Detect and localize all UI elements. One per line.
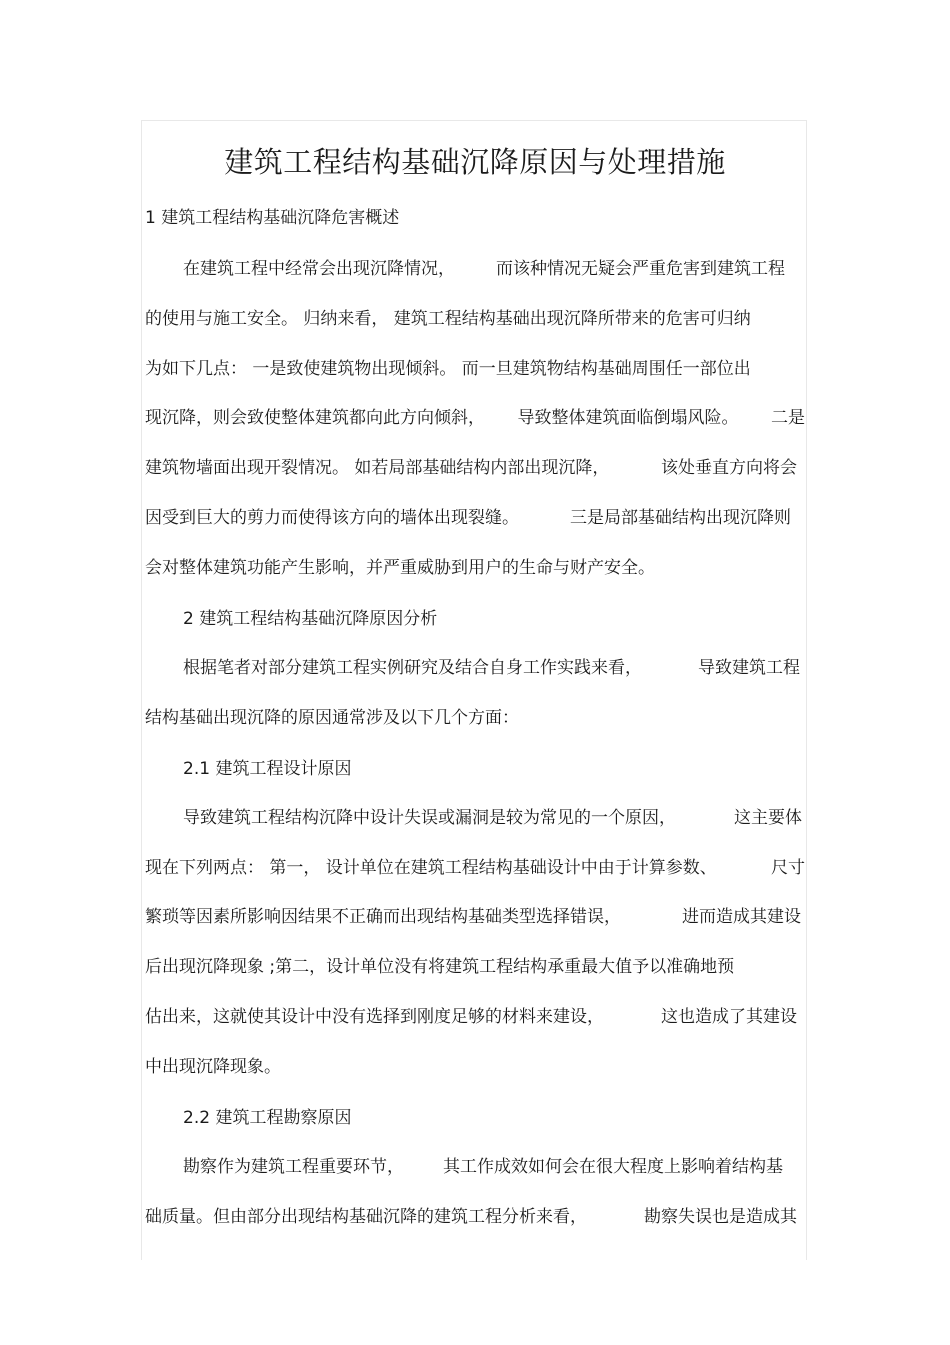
paragraph-line: [145, 856, 805, 880]
paragraph-line: 后出现沉降现象 ;第二，设计单位没有将建筑工程结构承重最大值予以准确地预: [145, 957, 735, 977]
paragraph-line: 的使用与施工安全。 归纳来看， 建筑工程结构基础出现沉降所带来的危害可归纳: [145, 309, 751, 329]
paragraph-line: [183, 656, 800, 680]
text-segment: 这也造成了其建设: [661, 1007, 797, 1027]
text-segment: 导致建筑工程结构沉降中设计失误或漏洞是较为常见的一个原因，: [183, 808, 676, 828]
paragraph-line: [145, 1205, 797, 1229]
paragraph-line: [145, 905, 801, 929]
section-heading-2: 2 建筑工程结构基础沉降原因分析: [183, 609, 438, 629]
subsection-heading-2-1: 2.1 建筑工程设计原因: [183, 759, 352, 779]
page-frame: [141, 120, 807, 1260]
paragraph-line: [183, 257, 785, 281]
text-segment: 现在下列两点： 第一， 设计单位在建筑工程结构基础设计中由于计算参数、: [145, 858, 717, 878]
text-segment: 二是: [771, 408, 805, 428]
text-segment: 现沉降，则会致使整体建筑都向此方向倾斜，: [145, 408, 485, 428]
text-segment: 三是局部基础结构出现沉降则: [570, 508, 791, 528]
text-segment: 该处垂直方向将会: [661, 458, 797, 478]
subsection-heading-2-2: 2.2 建筑工程勘察原因: [183, 1108, 352, 1128]
text-segment: 勘察作为建筑工程重要环节，: [183, 1157, 404, 1177]
text-segment: 因受到巨大的剪力而使得该方向的墙体出现裂缝。: [145, 508, 519, 528]
paragraph-line: [145, 506, 791, 530]
text-segment: 这主要体: [734, 808, 802, 828]
text-segment: 导致建筑工程: [698, 658, 800, 678]
paragraph-line: 为如下几点： 一是致使建筑物出现倾斜。 而一旦建筑物结构基础周围任一部位出: [145, 359, 751, 379]
paragraph-line: [145, 406, 805, 430]
text-segment: 尺寸: [771, 858, 805, 878]
paragraph-line: 结构基础出现沉降的原因通常涉及以下几个方面：: [145, 708, 519, 728]
text-segment: 根据笔者对部分建筑工程实例研究及结合自身工作实践来看，: [183, 658, 642, 678]
text-segment: 繁琐等因素所影响因结果不正确而出现结构基础类型选择错误，: [145, 907, 621, 927]
text-segment: 估出来，这就使其设计中没有选择到刚度足够的材料来建设，: [145, 1007, 604, 1027]
text-segment: 勘察失误也是造成其: [644, 1207, 797, 1227]
paragraph-line: 中出现沉降现象。: [145, 1057, 281, 1077]
paragraph-line: [183, 1155, 783, 1179]
paragraph-line: 会对整体建筑功能产生影响，并严重威胁到用户的生命与财产安全。: [145, 558, 655, 578]
text-segment: 而该种情况无疑会严重危害到建筑工程: [496, 259, 785, 279]
text-segment: 其工作成效如何会在很大程度上影响着结构基: [443, 1157, 783, 1177]
text-segment: 进而造成其建设: [682, 907, 801, 927]
text-segment: 在建筑工程中经常会出现沉降情况，: [183, 259, 455, 279]
document-title: 建筑工程结构基础沉降原因与处理措施: [224, 145, 726, 179]
paragraph-line: [145, 456, 797, 480]
paragraph-line: [145, 1005, 797, 1029]
section-heading-1: 1 建筑工程结构基础沉降危害概述: [145, 208, 400, 228]
paragraph-line: [183, 806, 802, 830]
text-segment: 础质量。但由部分出现结构基础沉降的建筑工程分析来看，: [145, 1207, 587, 1227]
text-segment: 建筑物墙面出现开裂情况。 如若局部基础结构内部出现沉降，: [145, 458, 610, 478]
text-segment: 导致整体建筑面临倒塌风险。: [517, 408, 739, 428]
